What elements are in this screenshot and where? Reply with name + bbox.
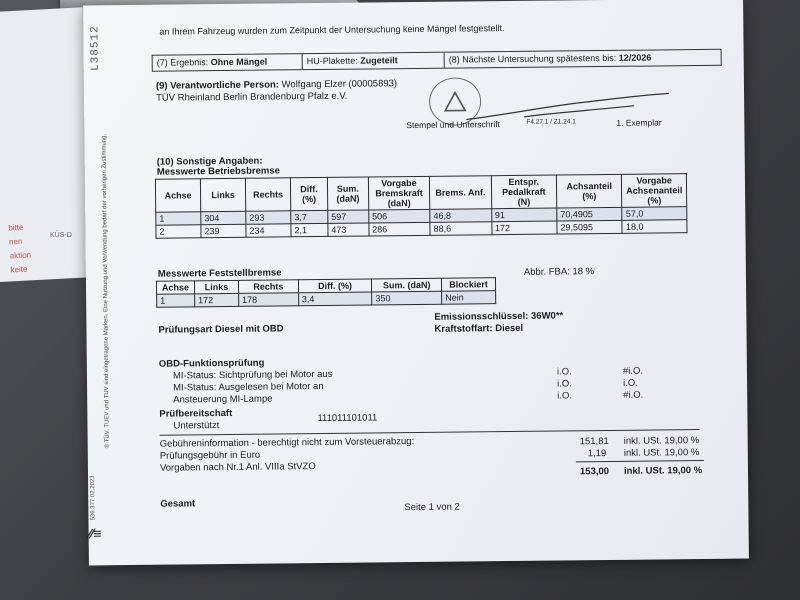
- table-cell: 234: [246, 224, 291, 237]
- paper-fragment-text: nen: [8, 236, 23, 247]
- table-cell: 304: [201, 211, 246, 224]
- paper-fragment-text: keite: [10, 264, 28, 275]
- table-cell: 178: [238, 293, 298, 307]
- result-label: (7) Ergebnis:: [156, 57, 209, 68]
- table-cell: 506: [369, 209, 431, 223]
- sum-divider: [576, 460, 704, 462]
- table-cell: 88,6: [430, 222, 492, 236]
- obd-item-label: MI-Status: Ausgelesen bei Motor an: [173, 380, 324, 394]
- obd-title: OBD-Funktionsprüfung: [158, 357, 265, 370]
- readiness-label: Unterstützt: [173, 420, 220, 432]
- paper-fragment-text: aktion: [9, 250, 32, 261]
- obd-item-value: i.O.: [557, 378, 572, 390]
- fee-tax: inkl. USt. 19,00 %: [623, 435, 700, 447]
- service-brake-table: [155, 173, 688, 239]
- fee-amount: 1,19: [587, 448, 607, 460]
- obd-item-value: i.O.: [623, 377, 638, 389]
- responsible-person: [156, 78, 397, 92]
- stamp-signature-label: Stempel und Unterschrift: [406, 119, 500, 131]
- obd-item-label: MI-Status: Sichtprüfung bei Motor aus: [172, 368, 333, 382]
- fee-amount: 151,81: [579, 435, 609, 448]
- service-brake-title: Messwerte Betriebsbremse: [156, 165, 280, 178]
- table-cell: 597: [328, 210, 369, 223]
- column-header: Diff. (%): [298, 279, 372, 293]
- column-header: Achsanteil (%): [556, 174, 622, 208]
- table-cell: 46,8: [430, 209, 492, 223]
- column-header: Achse: [156, 281, 194, 294]
- table-cell: 350: [372, 291, 442, 305]
- plakette-value: Zugeteilt: [360, 55, 398, 66]
- obd-item-value: i.O.: [557, 390, 573, 402]
- parking-brake-title: Messwerte Feststellbremse: [157, 267, 282, 280]
- table-cell: 3,4: [298, 292, 372, 306]
- column-header: Rechts: [238, 280, 298, 294]
- kus-label: KÜS-D: [50, 232, 72, 239]
- table-cell: 29,5095: [557, 220, 623, 234]
- table-cell: 239: [201, 224, 246, 237]
- table-cell: 70,4905: [557, 207, 623, 221]
- organization: TÜV Rheinland Berlin Brandenburg Pfalz e.V.: [156, 90, 348, 104]
- column-header: Sum. (daN): [327, 177, 368, 210]
- plakette-cell: [303, 53, 445, 69]
- column-header: Vorgabe Bremskraft (daN): [368, 176, 430, 210]
- table-cell: 1: [157, 294, 195, 307]
- table-header-row: [155, 174, 686, 213]
- intro-line: an Ihrem Fahrzeug wurden zum Zeitpunkt der Untersuchung keine Mängel festgestellt.: [159, 23, 505, 37]
- fee-info: Gebühreninformation - berechtigt nicht zum Vorsteuerabzug:: [159, 436, 415, 450]
- column-header: Entspr. Pedalkraft (N): [491, 175, 557, 209]
- column-header: Brems. Anf.: [430, 176, 492, 210]
- next-inspection-label: (8) Nächste Untersuchung spätestens bis:: [448, 52, 617, 65]
- inspection-report-page: [83, 0, 749, 565]
- readiness-value: 111011101011: [317, 412, 378, 425]
- emission-key: Emissionsschlüssel: 36W0**: [434, 310, 564, 323]
- table-cell: Nein: [442, 291, 496, 305]
- result-cell: [153, 54, 303, 71]
- table-cell: 57,0: [622, 207, 687, 221]
- next-inspection-value: 12/2026: [618, 52, 652, 63]
- person-name: Wolfgang Elzer (00005893): [281, 78, 398, 91]
- table-cell: 3,7: [291, 210, 328, 223]
- paper-fragment-text: bitte: [8, 222, 24, 233]
- fee-total-amount: 153,00: [579, 465, 610, 478]
- table-cell: 286: [369, 222, 431, 236]
- column-header: Sum. (daN): [372, 278, 442, 292]
- table-cell: 1: [156, 212, 201, 225]
- column-header: Links: [194, 280, 238, 293]
- column-header: Links: [200, 178, 245, 211]
- fee-tax: inkl. USt. 19,00 %: [623, 447, 700, 459]
- fuel-type: Kraftstoffart: Diesel: [434, 322, 524, 335]
- table-cell: 172: [195, 293, 239, 306]
- column-header: Blockiert: [441, 278, 495, 292]
- table-cell: 473: [328, 223, 369, 236]
- obd-item-label: Ansteuerung MI-Lampe: [173, 393, 273, 406]
- total-label: Gesamt: [160, 498, 196, 510]
- table-cell: 91: [491, 208, 557, 222]
- form-code: 536.377 02.2023: [90, 475, 97, 521]
- obd-item-value: #i.O.: [622, 365, 644, 377]
- table-cell: 2: [156, 225, 201, 238]
- table-row: [157, 291, 496, 308]
- result-box: [152, 49, 722, 72]
- legal-notice: ® TÜV, TUEV und TUV sind eingetragene Marken. Eine Nutzung und Verwendung bedarf der vorherigen Zustimmung.: [101, 133, 111, 449]
- obd-item-value: #i.O.: [623, 389, 644, 401]
- test-type: Prüfungsart Diesel mit OBD: [158, 323, 284, 336]
- divider: [160, 429, 700, 436]
- readiness-title: Prüfbereitschaft: [159, 407, 233, 420]
- underlying-paper: [0, 7, 97, 282]
- obd-item-value: i.O.: [556, 366, 572, 378]
- table-cell: 18,0: [622, 220, 687, 234]
- table-cell: 293: [246, 211, 291, 224]
- page-number: Seite 1 von 2: [404, 501, 460, 514]
- serial-number: L38512: [89, 25, 102, 72]
- fee-line: Prüfungsgebühr in Euro: [159, 449, 261, 462]
- parking-brake-table: [156, 277, 496, 308]
- tuv-logo: ⁄⁄≡: [88, 525, 102, 542]
- column-header: Diff. (%): [290, 177, 327, 210]
- form-reference: F4.27.1 / Z1.24.1: [526, 118, 576, 126]
- next-inspection-cell: [445, 50, 721, 68]
- other-info-label: (10) Sonstige Angaben:: [156, 155, 263, 168]
- copy-label: 1. Exemplar: [616, 117, 662, 128]
- column-header: Achse: [155, 179, 200, 212]
- plakette-label: HU-Plakette:: [306, 55, 358, 67]
- table-cell: 172: [491, 221, 557, 235]
- fee-line: Vorgaben nach Nr.1 Anl. VIIIa StVZO: [159, 461, 316, 474]
- table-cell: 2,1: [291, 223, 328, 236]
- result-value: Ohne Mängel: [210, 56, 268, 68]
- fba-value: Abbr. FBA: 18 %: [523, 266, 595, 278]
- column-header: Vorgabe Achsenanteil (%): [622, 174, 687, 208]
- column-header: Rechts: [245, 178, 290, 211]
- fee-total-tax: inkl. USt. 19,00 %: [623, 465, 703, 477]
- person-label: (9) Verantwortliche Person:: [155, 79, 280, 92]
